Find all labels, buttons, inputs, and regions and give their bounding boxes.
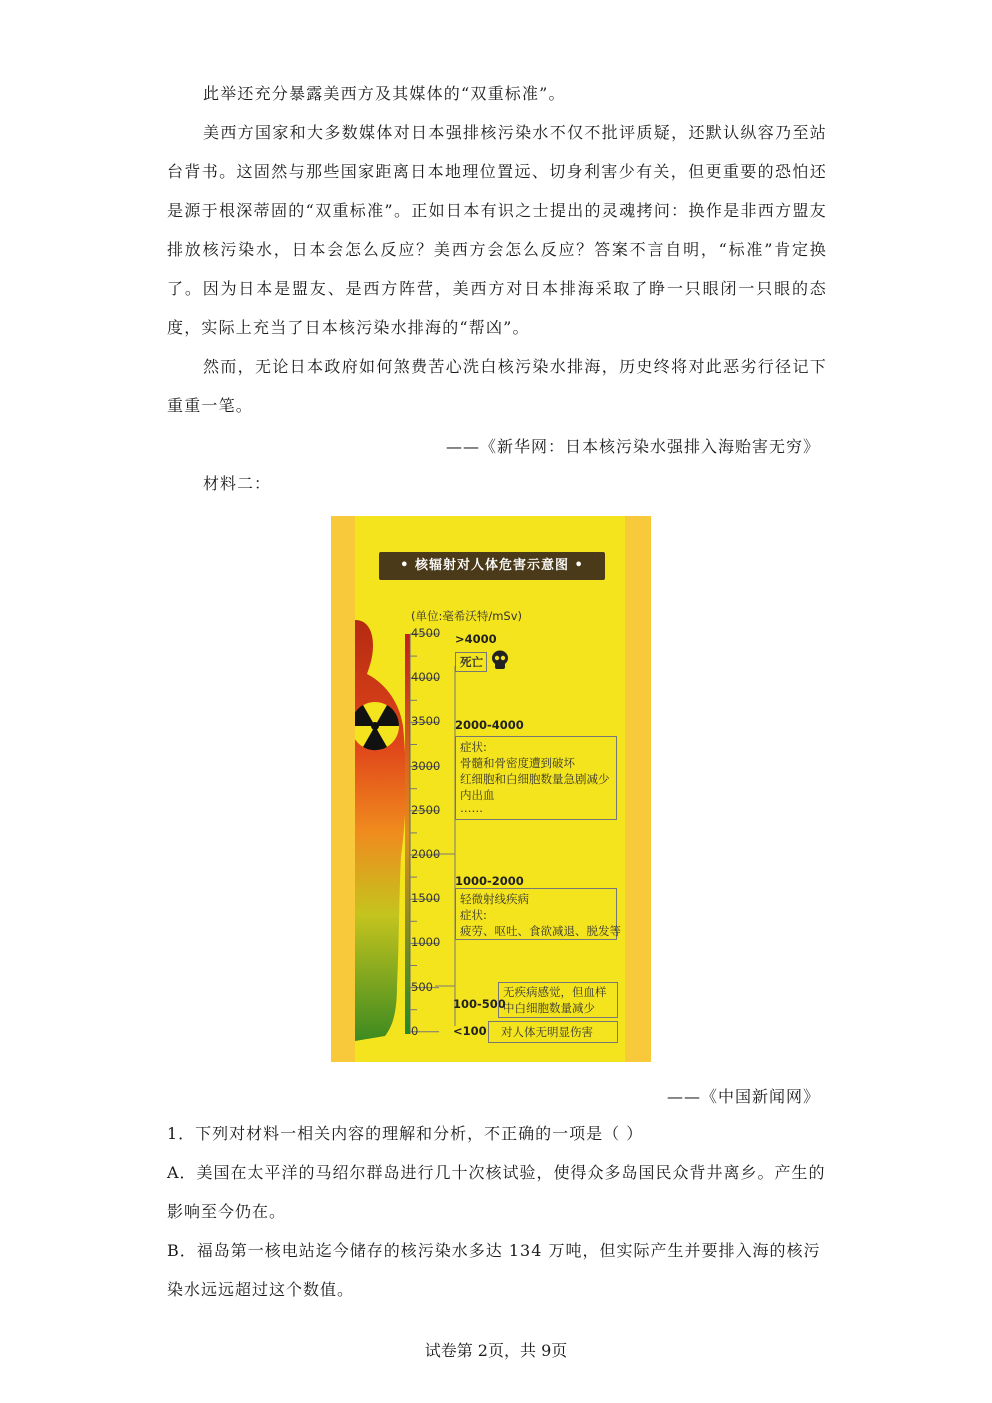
figure-title: • 核辐射对人体危害示意图 • (379, 552, 605, 580)
paragraph-3: 然而，无论日本政府如何煞费苦心洗白核污染水排海，历史终将对此恶劣行径记下重重一笔。 (167, 357, 827, 415)
level-line: 症状: (460, 740, 487, 754)
scale-tick-label: 2000 (411, 847, 441, 861)
level-line: 死亡 (460, 655, 483, 669)
paragraph-1: 此举还充分暴露美西方及其媒体的“双重标准”。 (203, 84, 566, 103)
scale-tick-label: 4500 (411, 626, 441, 640)
scale-tick-label: 0 (411, 1023, 419, 1038)
level-box-100-500 (498, 982, 618, 1018)
figure-left-edge (331, 516, 355, 1062)
scale-tick-label: 2500 (411, 802, 441, 817)
level-range-below-100: <100 (453, 1024, 487, 1038)
level-line: 疲劳、呕吐、食欲减退、脱发等 (460, 924, 621, 938)
level-line: 骨髓和骨密度遭到破坏 (460, 756, 575, 770)
option-a: A．美国在太平洋的马绍尔群岛进行几十次核试验，使得众多岛国民众背井离乡。产生的影响至今仍在。 (167, 1163, 826, 1221)
material2-label: 材料二： (203, 474, 272, 493)
level-line: 轻微射线疾病 (460, 892, 529, 906)
level-box-death (455, 652, 487, 672)
level-line: 中白细胞数量减少 (503, 1001, 595, 1015)
level-connectors (431, 626, 471, 1046)
level-line: 红细胞和白细胞数量急剧减少 (460, 772, 610, 786)
scale-tick-label: 4000 (411, 670, 441, 685)
level-box-2000-4000 (455, 736, 617, 820)
material2-source: ——《中国新闻网》 (666, 1087, 820, 1106)
scale-tick-label: 1000 (411, 935, 441, 950)
level-line: 症状: (460, 908, 487, 922)
level-line: …… (460, 801, 483, 815)
level-line: 对人体无明显伤害 (501, 1025, 593, 1039)
scale-tick-label: 3000 (411, 758, 441, 773)
figure-right-edge (625, 516, 651, 1062)
skull-icon (491, 650, 509, 672)
level-range-2000-4000: 2000-4000 (455, 718, 524, 732)
scale-tick-label: 500 (411, 979, 433, 994)
page-footer: 试卷第 2页，共 9页 (424, 1341, 568, 1360)
level-box-below-100 (488, 1021, 618, 1043)
option-b: B．福岛第一核电站迄今储存的核污染水多达 134 万吨，但实际产生并要排入海的核污染水远远超过这个数值。 (167, 1241, 821, 1299)
paragraph-2: 美西方国家和大多数媒体对日本强排核污染水不仅不批评质疑，还默认纵容乃至站台背书。这固然与那些国家距离日本地理位置远、切身利害少有关，但更重要的恐怕还是源于根深蒂固的“双重标准”。正如日本有识之士提出的灵魂拷问：换作是非西方盟友排放核污染水，日本会怎么反应？美西方会怎么反应？答案不言自明，“标准”肯定换了。因为日本是盟友、是西方阵营，美西方对日本排海采取了睁一只眼闭一只眼的态度，实际上充当了日本核污染水排海的“帮凶”。 (167, 123, 827, 337)
figure-unit: (单位:毫希沃特/mSv) (411, 609, 523, 623)
level-range-death: >4000 (455, 632, 497, 646)
level-line: 内出血 (460, 788, 495, 802)
question-1: 1．下列对材料一相关内容的理解和分析，不正确的一项是（ ） (167, 1124, 644, 1143)
radiation-harm-figure (331, 516, 651, 1062)
material1-source: ——《新华网：日本核污染水强排入海贻害无穷》 (445, 437, 820, 456)
scale-tick-label: 1500 (411, 891, 441, 906)
level-range-1000-2000: 1000-2000 (455, 874, 524, 888)
level-box-1000-2000 (455, 888, 621, 940)
level-line: 无疾病感觉，但血样 (503, 985, 607, 999)
scale-tick-label: 3500 (411, 714, 441, 729)
level-range-100-500: 100-500 (453, 997, 506, 1011)
